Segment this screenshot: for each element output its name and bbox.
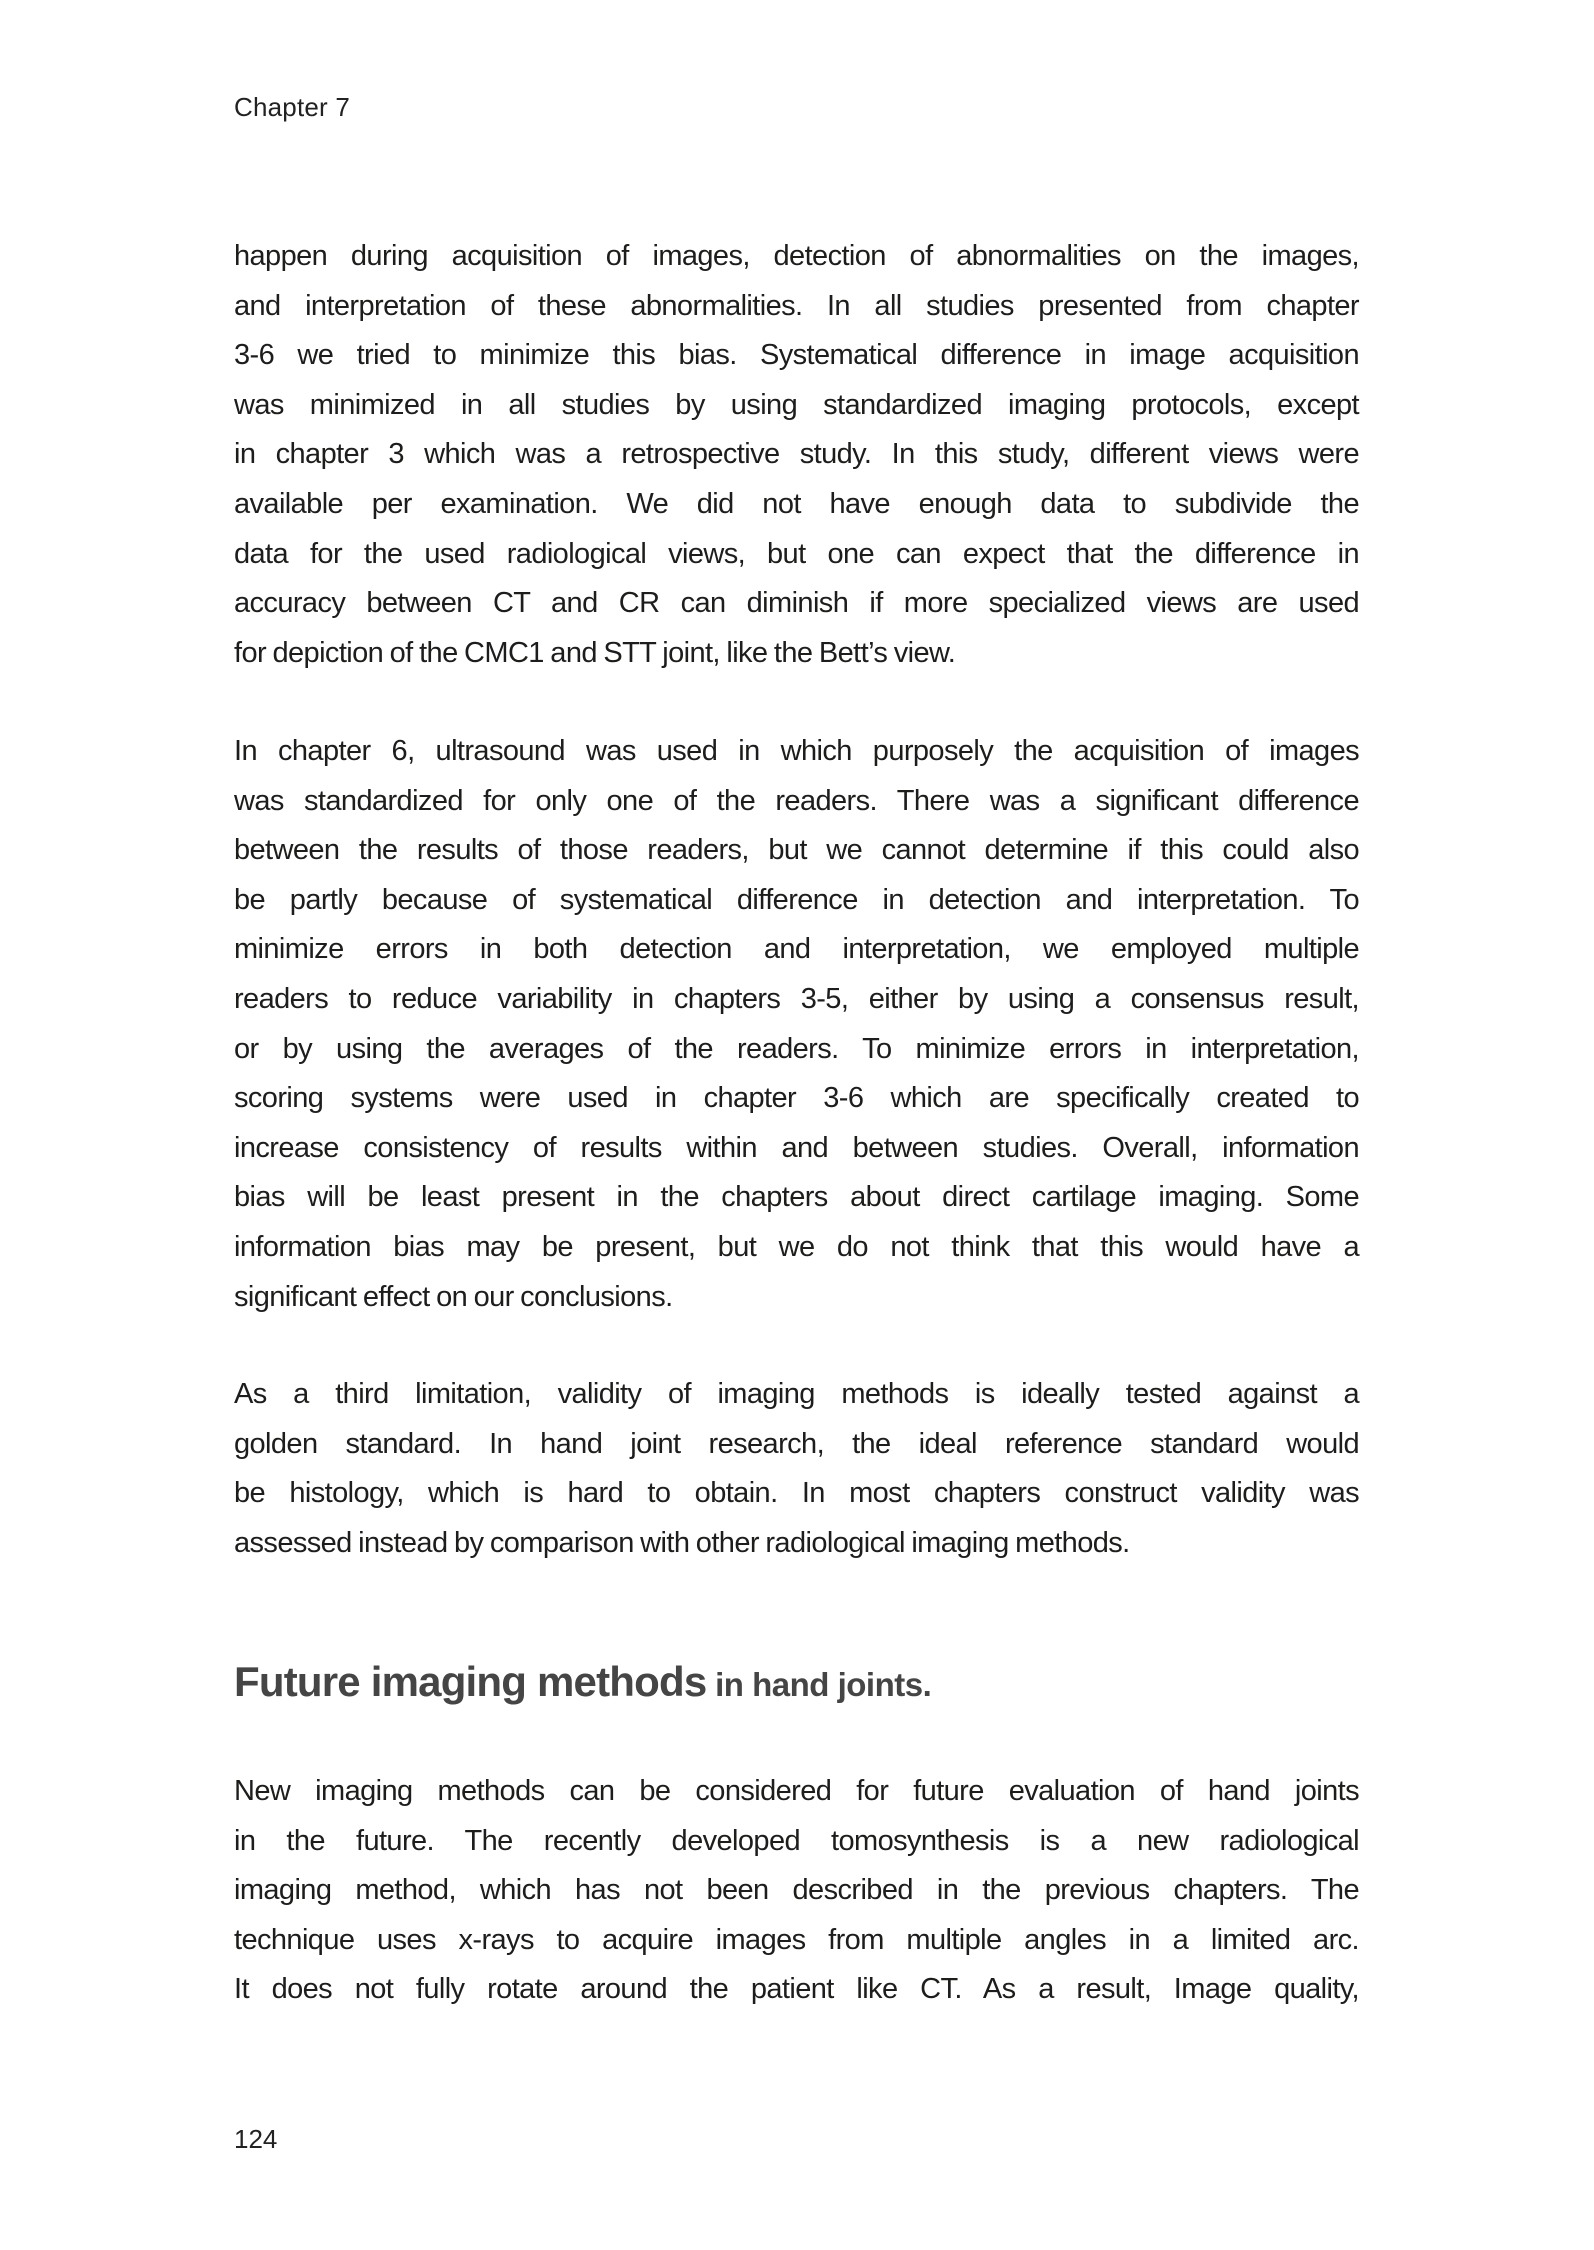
text-line: between the results of those readers, but we cannot determine if this could also xyxy=(234,834,1359,867)
paragraph-information-bias xyxy=(234,232,1359,678)
section-heading-sub: in hand joints. xyxy=(706,1666,932,1703)
text-line: readers to reduce variability in chapters 3-5, either by using a consensus result, xyxy=(234,982,1359,1015)
text-line: available per examination. We did not have enough data to subdivide the xyxy=(234,487,1359,520)
text-line: In chapter 6, ultrasound was used in which purposely the acquisition of images xyxy=(234,735,1359,767)
text-line: As a third limitation, validity of imaging methods is ideally tested against a xyxy=(234,1378,1359,1410)
section-heading xyxy=(234,1658,931,1706)
text-line: minimize errors in both detection and interpretation, we employed multiple xyxy=(234,933,1359,966)
text-line: in chapter 3 which was a retrospective study. In this study, different views were xyxy=(234,438,1359,471)
text-line: scoring systems were used in chapter 3-6 which are specifically created to xyxy=(234,1082,1359,1115)
paragraph-new-imaging-methods xyxy=(234,1767,1359,2015)
text-line: be partly because of systematical difference in detection and interpretation. To xyxy=(234,883,1359,916)
text-line: or by using the averages of the readers. To minimize errors in interpretation, xyxy=(234,1032,1359,1065)
text-line: 3-6 we tried to minimize this bias. Systematical difference in image acquisition xyxy=(234,339,1359,372)
text-line: information bias may be present, but we do not think that this would have a xyxy=(234,1230,1359,1263)
section-heading-main: Future imaging methods xyxy=(234,1658,707,1705)
text-line: bias will be least present in the chapters about direct cartilage imaging. Some xyxy=(234,1181,1359,1214)
text-line: was standardized for only one of the readers. There was a significant difference xyxy=(234,784,1359,817)
text-line: data for the used radiological views, but one can expect that the difference in xyxy=(234,537,1359,570)
text-line: be histology, which is hard to obtain. In most chapters construct validity was xyxy=(234,1477,1359,1510)
text-line: and interpretation of these abnormalities. In all studies presented from chapter xyxy=(234,289,1359,322)
text-line: happen during acquisition of images, detection of abnormalities on the images, xyxy=(234,240,1359,272)
paragraph-validity-limitation xyxy=(234,1370,1359,1568)
text-line: increase consistency of results within and between studies. Overall, information xyxy=(234,1131,1359,1164)
text-line: imaging method, which has not been described in the previous chapters. The xyxy=(234,1874,1359,1907)
text-line: New imaging methods can be considered for future evaluation of hand joints xyxy=(234,1775,1359,1807)
page-number: 124 xyxy=(234,2124,278,2154)
text-line: significant effect on our conclusions. xyxy=(234,1280,673,1313)
text-line: technique uses x-rays to acquire images from multiple angles in a limited arc. xyxy=(234,1923,1359,1956)
text-line: golden standard. In hand joint research, the ideal reference standard would xyxy=(234,1427,1359,1460)
text-line: accuracy between CT and CR can diminish if more specialized views are used xyxy=(234,587,1359,620)
text-line: assessed instead by comparison with other radiological imaging methods. xyxy=(234,1526,1130,1559)
running-head: Chapter 7 xyxy=(234,92,350,122)
text-line: for depiction of the CMC1 and STT joint, like the Bett’s view. xyxy=(234,636,956,669)
text-line: was minimized in all studies by using standardized imaging protocols, except xyxy=(234,388,1359,421)
paragraph-ultrasound xyxy=(234,727,1359,1322)
text-line: It does not fully rotate around the patient like CT. As a result, Image quality, xyxy=(234,1973,1359,2006)
text-line: in the future. The recently developed tomosynthesis is a new radiological xyxy=(234,1824,1359,1857)
